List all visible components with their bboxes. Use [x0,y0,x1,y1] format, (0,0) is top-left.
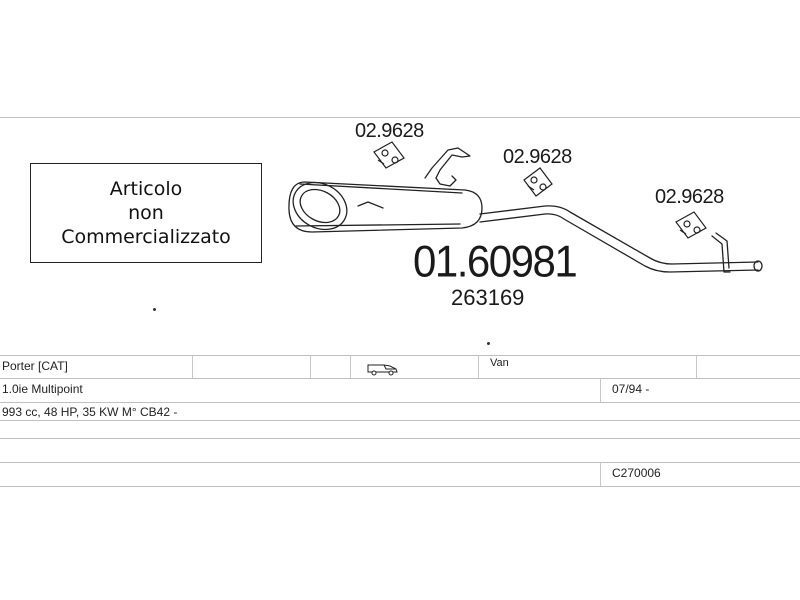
hanger-3-icon [676,212,706,238]
main-part-number: 01.60981 [413,236,577,287]
production-date: 07/94 - [612,382,650,396]
engine-name: 1.0ie Multipoint [2,382,83,396]
hanger-2-icon [524,168,552,196]
van-icon [366,360,400,376]
muffler-end-outlet [285,173,355,238]
notice-line-3: Commercializzato [61,226,231,248]
notice-line-1: Articolo [109,178,183,200]
notice-line-2: non [128,202,164,224]
hanger-1-part-number: 02.9628 [355,120,424,142]
hanger-3-part-number: 02.9628 [655,186,724,208]
body-type: Van [490,357,509,369]
reference-code: C270006 [612,466,661,480]
model-name: Porter [CAT] [2,359,68,373]
stray-dot [487,342,490,345]
hanger-1-icon [374,142,404,168]
col-sep [600,462,601,486]
secondary-part-number: 263169 [451,285,525,310]
col-sep [310,355,311,378]
stray-dot [153,308,156,311]
hanger-2-part-number: 02.9628 [503,146,572,168]
col-sep [192,355,193,378]
col-sep [696,355,697,378]
engine-specs: 993 cc, 48 HP, 35 KW M° CB42 - [2,405,178,419]
col-sep [350,355,351,378]
muffler-bracket [425,148,470,178]
col-sep [478,355,479,378]
col-sep [600,378,601,402]
